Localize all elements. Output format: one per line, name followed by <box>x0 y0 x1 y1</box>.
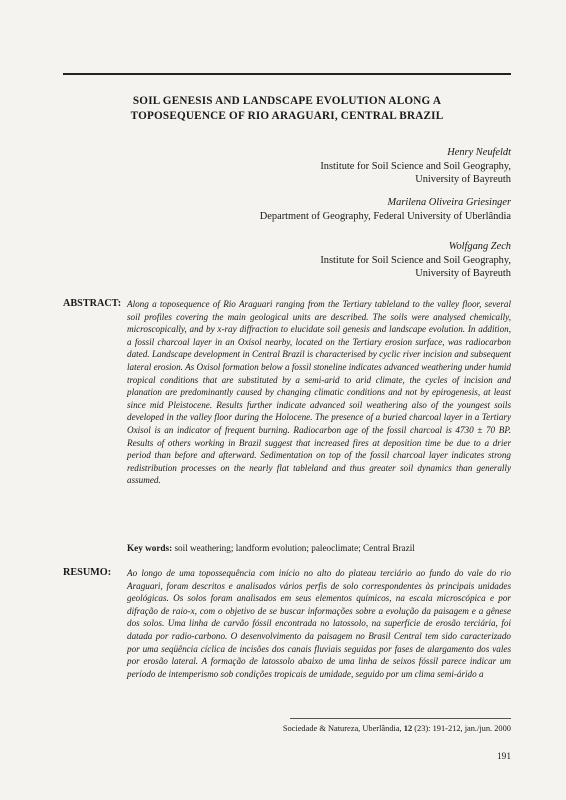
author-affiliation: Institute for Soil Science and Soil Geography, <box>320 160 511 172</box>
author-1 <box>320 146 511 187</box>
author-2 <box>260 196 511 223</box>
keywords-label: Key words: <box>127 543 173 553</box>
top-rule <box>63 73 511 75</box>
resumo-text: Ao longo de uma topossequência com início no alto do plateau terciário ao fundo do vale do rio Araguari, foram descritos e analisados vários perfis de solo correspondentes às principais unidades geológicas. Os solos foram analisados em seus elementos químicos, na escala microscópica e por difração de raio-x, com o objetivo de se buscar informações sobre a evolução da paisagem e a gênese dos solos. Uma linha de carvão fóssil encontrada no latossolo, na superfície de erosão terciária, foi datada por radio-carbono. O desenvolvimento da paisagem no Brasil Central tem sido caracterizado por uma seqüência cíclica de incisões dos canais fluviais seguidas por fases de alargamento dos vales por erosão lateral. A formação de latossolo abaixo de uma linha de seixos fóssil parece indicar um período de intemperismo sob condições tropicais de umidade, seguido por um clima semi-árido a <box>127 568 511 679</box>
page-number: 191 <box>496 752 511 762</box>
author-affiliation: Institute for Soil Science and Soil Geography, <box>320 254 511 266</box>
resumo-label: RESUMO: <box>63 567 112 578</box>
abstract-text: Along a toposequence of Rio Araguari ranging from the Tertiary tableland to the valley floor, several soil profiles covering the main geological units are described. The soils were analysed chemically, microscopically, and by x-ray diffraction to elucidate soil genesis and landscape evolution. In addition, a fossil charcoal layer in an Oxisol nearby, located on the Tertiary erosion surface, was radiocarbon dated. Landscape development in Central Brazil is characterised by cyclic river incision and subsequent lateral erosion. As Oxisol formation below a fossil stoneline indicates advanced weathering under humid tropical conditions that are substituted by a semi-arid to arid climate, the cycles of incision and planation are predominantly caused by changing climatic conditions and not by epirogenesis, at least since mid Pleistocene. Results further indicate advanced soil weathering also of the youngest soils developed in the valley floor during the Holocene. The presence of a buried charcoal layer in a Tertiary Oxisol is an indicator of frequent burning. Radiocarbon age of the fossil charcoal is 4730 ± 70 BP. Results of others working in Brazil suggest that increased fires at deposition time be due to a drier period than before and afterward. Sedimentation on top of the fossil charcoal layer indicates strong redistribution processes on the nearly flat tableland and thus greater soil dynamics than generally assumed. <box>127 299 511 486</box>
paper-title <box>63 94 511 124</box>
citation-pages: (23): 191-212, jan./jun. 2000 <box>412 724 511 733</box>
footer-rule <box>290 718 511 719</box>
citation-volume: 12 <box>403 724 413 733</box>
author-affiliation: University of Bayreuth <box>415 174 511 185</box>
author-affiliation: Department of Geography, Federal University of Uberlândia <box>259 210 511 222</box>
keywords <box>127 543 511 553</box>
citation-journal: Sociedade & Natureza, Uberlândia, <box>282 724 404 733</box>
author-name: Wolfgang Zech <box>448 241 511 252</box>
journal-citation <box>283 724 511 733</box>
author-name: Henry Neufeldt <box>447 147 511 158</box>
abstract-label: ABSTRACT: <box>63 298 122 309</box>
author-affiliation: University of Bayreuth <box>415 268 511 279</box>
title-line-1: SOIL GENESIS AND LANDSCAPE EVOLUTION ALONG A <box>132 95 442 107</box>
author-3 <box>320 240 511 281</box>
author-name: Marilena Oliveira Griesinger <box>387 197 511 208</box>
title-line-2: TOPOSEQUENCE OF RIO ARAGUARI, CENTRAL BRAZIL <box>130 110 444 122</box>
keywords-text: soil weathering; landform evolution; paleoclimate; Central Brazil <box>174 543 415 553</box>
